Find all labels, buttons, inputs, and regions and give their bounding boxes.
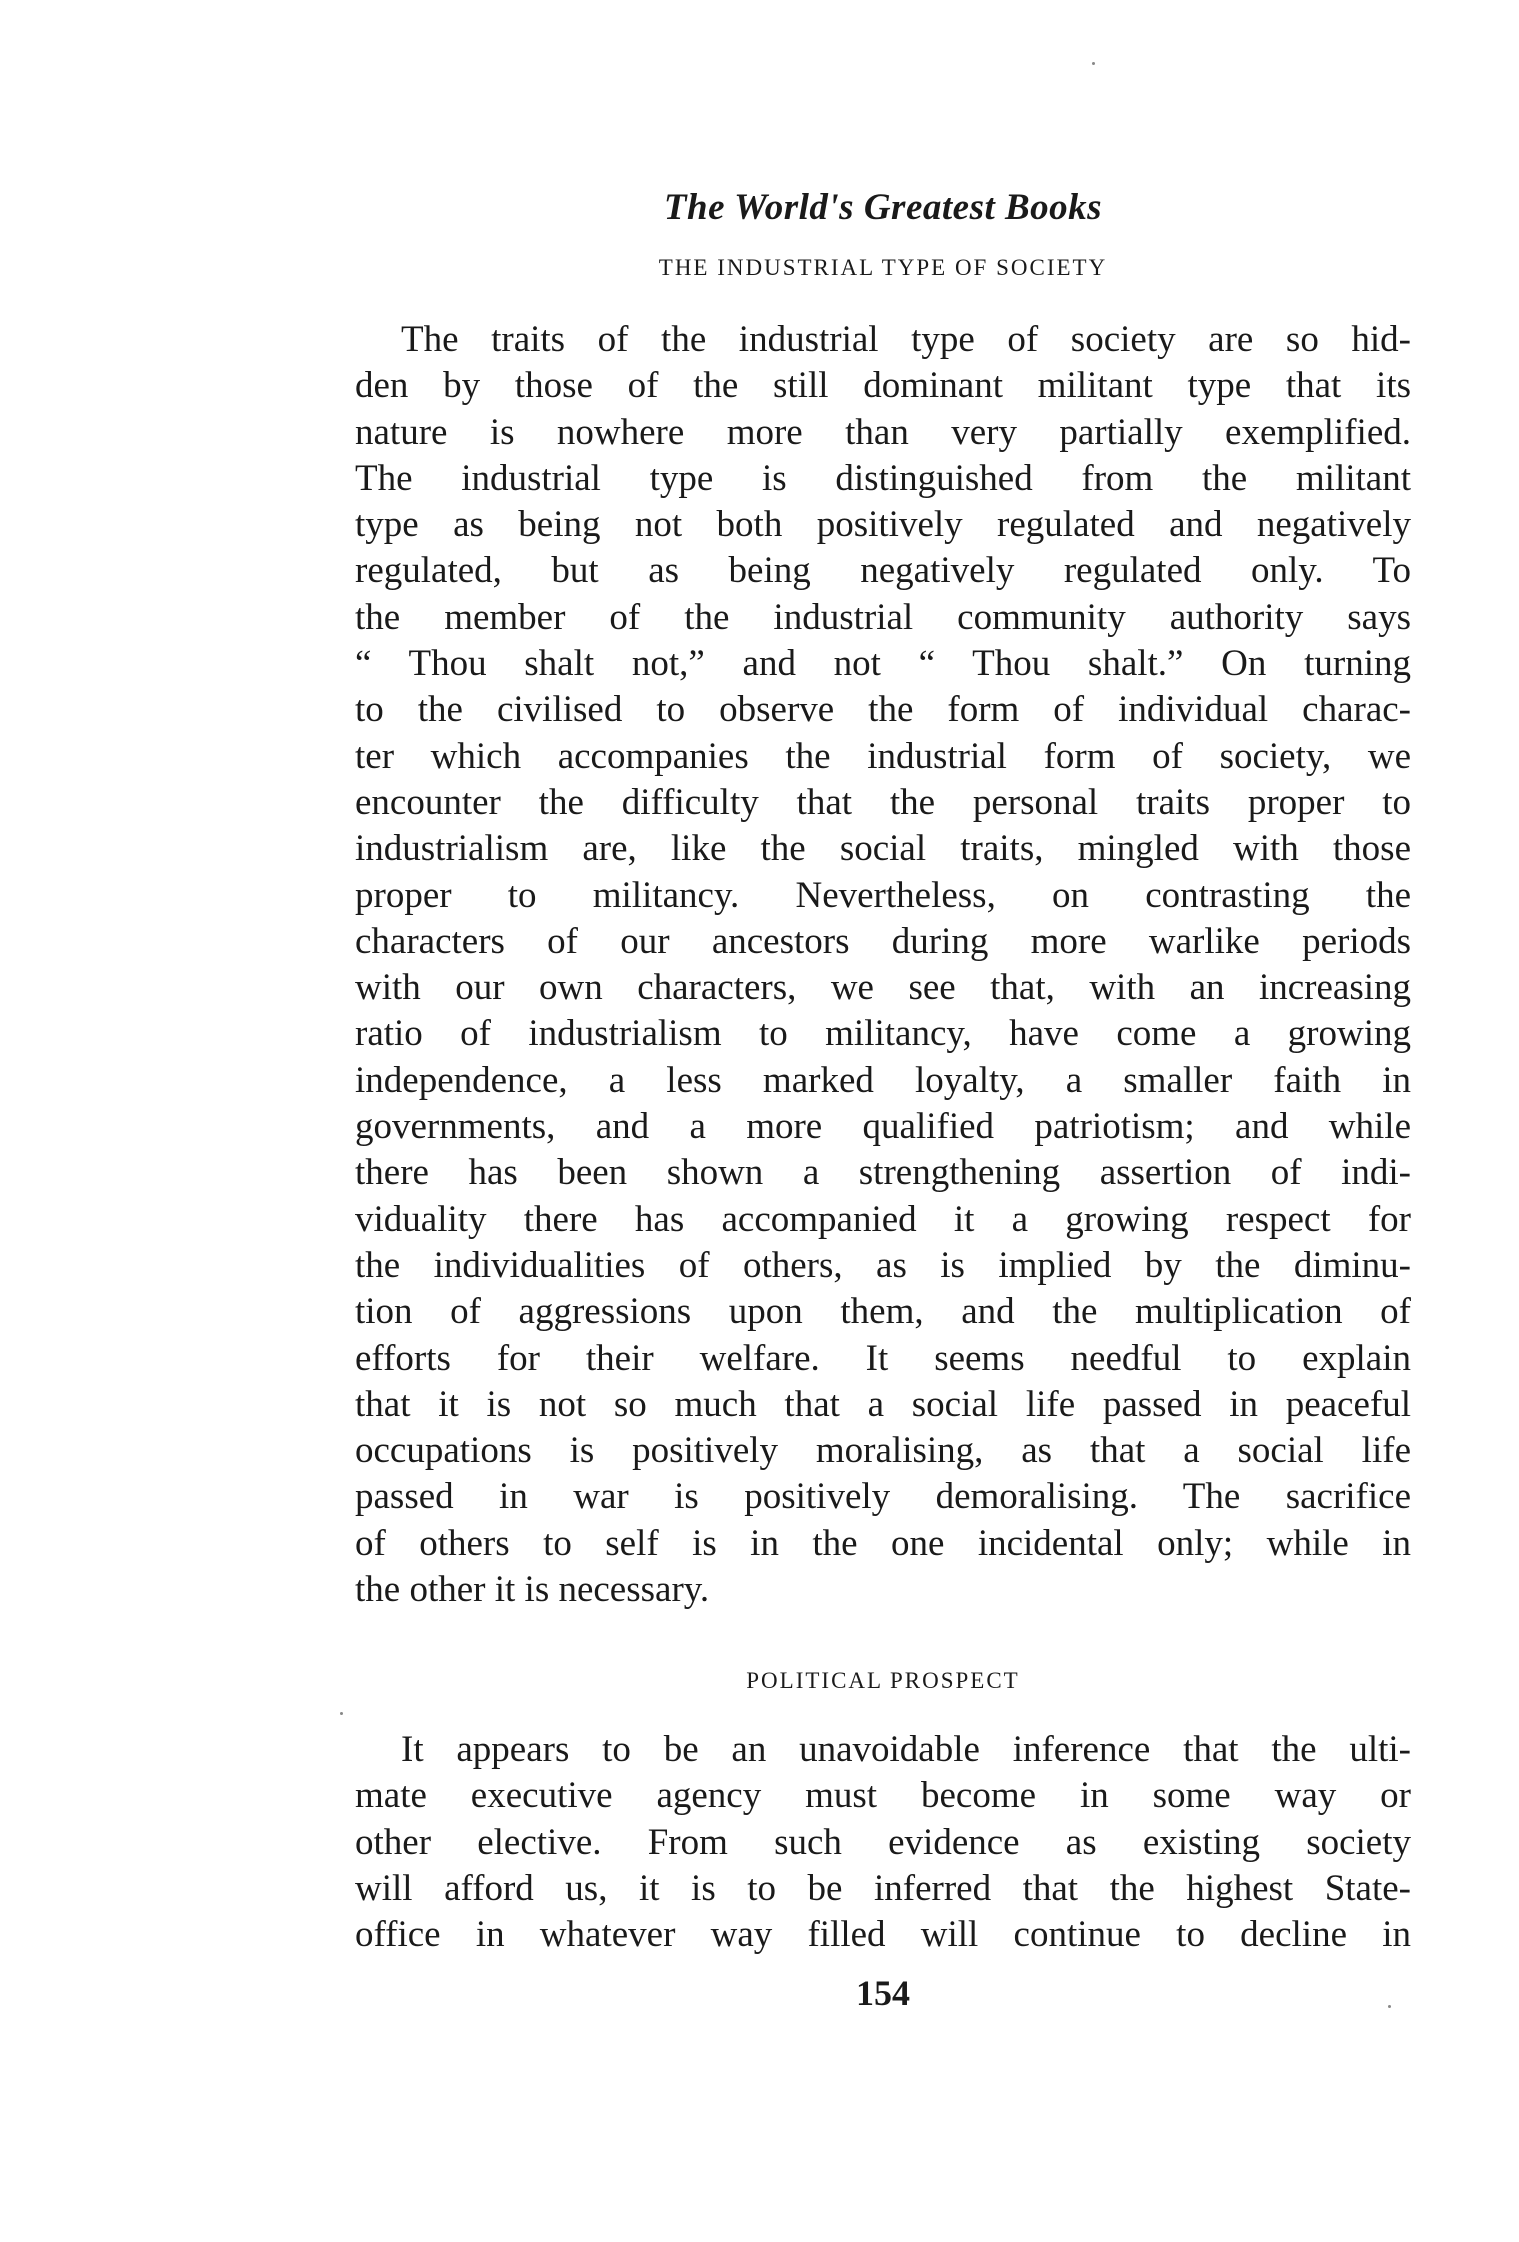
text-line: that it is not so much that a social life passed in peaceful	[355, 1383, 1411, 1425]
text-line: there has been shown a strengthening assertion of indi-	[355, 1152, 1411, 1194]
text-line: proper to militancy. Nevertheless, on contrasting the	[355, 874, 1411, 916]
section-heading-industrial-type: THE INDUSTRIAL TYPE OF SOCIETY	[658, 255, 1108, 280]
text-line: The industrial type is distinguished from the militant	[355, 457, 1411, 499]
text-line: efforts for their welfare. It seems needful to explain	[355, 1337, 1411, 1379]
text-line: independence, a less marked loyalty, a smaller faith in	[355, 1059, 1411, 1101]
text-line: other elective. From such evidence as existing society	[355, 1821, 1411, 1863]
text-line: characters of our ancestors during more warlike periods	[355, 920, 1411, 962]
scan-speck	[1388, 2005, 1391, 2008]
paragraph-political-prospect	[355, 1727, 1411, 1958]
text-line: The traits of the industrial type of society are so hid-	[401, 319, 1411, 360]
text-line: den by those of the still dominant militant type that its	[355, 365, 1411, 407]
text-line: nature is nowhere more than very partially exemplified.	[355, 411, 1411, 453]
text-line: mate executive agency must become in some way or	[355, 1775, 1411, 1817]
paragraph-industrial-type	[355, 317, 1411, 1613]
text-line: tion of aggressions upon them, and the multiplication of	[355, 1291, 1411, 1333]
scan-speck	[340, 1712, 343, 1715]
text-line: type as being not both positively regulated and negatively	[355, 504, 1411, 546]
text-line: the other it is necessary.	[355, 1569, 710, 1611]
text-line: It appears to be an unavoidable inference that the ulti-	[401, 1729, 1411, 1770]
text-line: with our own characters, we see that, with an increasing	[355, 967, 1411, 1009]
scan-speck	[1092, 62, 1095, 65]
section-heading-political-prospect: POLITICAL PROSPECT	[746, 1668, 1020, 1693]
text-line: of others to self is in the one incidental only; while in	[355, 1522, 1411, 1564]
text-line: ter which accompanies the industrial form of society, we	[355, 735, 1411, 777]
text-line: office in whatever way filled will continue to decline in	[355, 1914, 1411, 1956]
text-line: viduality there has accompanied it a growing respect for	[355, 1198, 1411, 1240]
text-line: governments, and a more qualified patriotism; and while	[355, 1106, 1411, 1148]
text-line: ratio of industrialism to militancy, have come a growing	[355, 1013, 1411, 1055]
page-number: 154	[856, 1973, 910, 2013]
text-line: encounter the difficulty that the personal traits proper to	[355, 781, 1411, 823]
running-head: The World's Greatest Books	[663, 187, 1103, 228]
text-line: occupations is positively moralising, as that a social life	[355, 1430, 1411, 1472]
text-line: regulated, but as being negatively regulated only. To	[355, 550, 1411, 592]
text-line: passed in war is positively demoralising. The sacrifice	[355, 1476, 1411, 1518]
text-line: to the civilised to observe the form of individual charac-	[355, 689, 1411, 731]
text-line: industrialism are, like the social traits, mingled with those	[355, 828, 1411, 870]
text-line: “ Thou shalt not,” and not “ Thou shalt.” On turning	[355, 643, 1411, 685]
text-line: will afford us, it is to be inferred that the highest State-	[355, 1867, 1411, 1909]
text-line: the individualities of others, as is implied by the diminu-	[355, 1244, 1411, 1286]
text-line: the member of the industrial community authority says	[355, 596, 1411, 638]
